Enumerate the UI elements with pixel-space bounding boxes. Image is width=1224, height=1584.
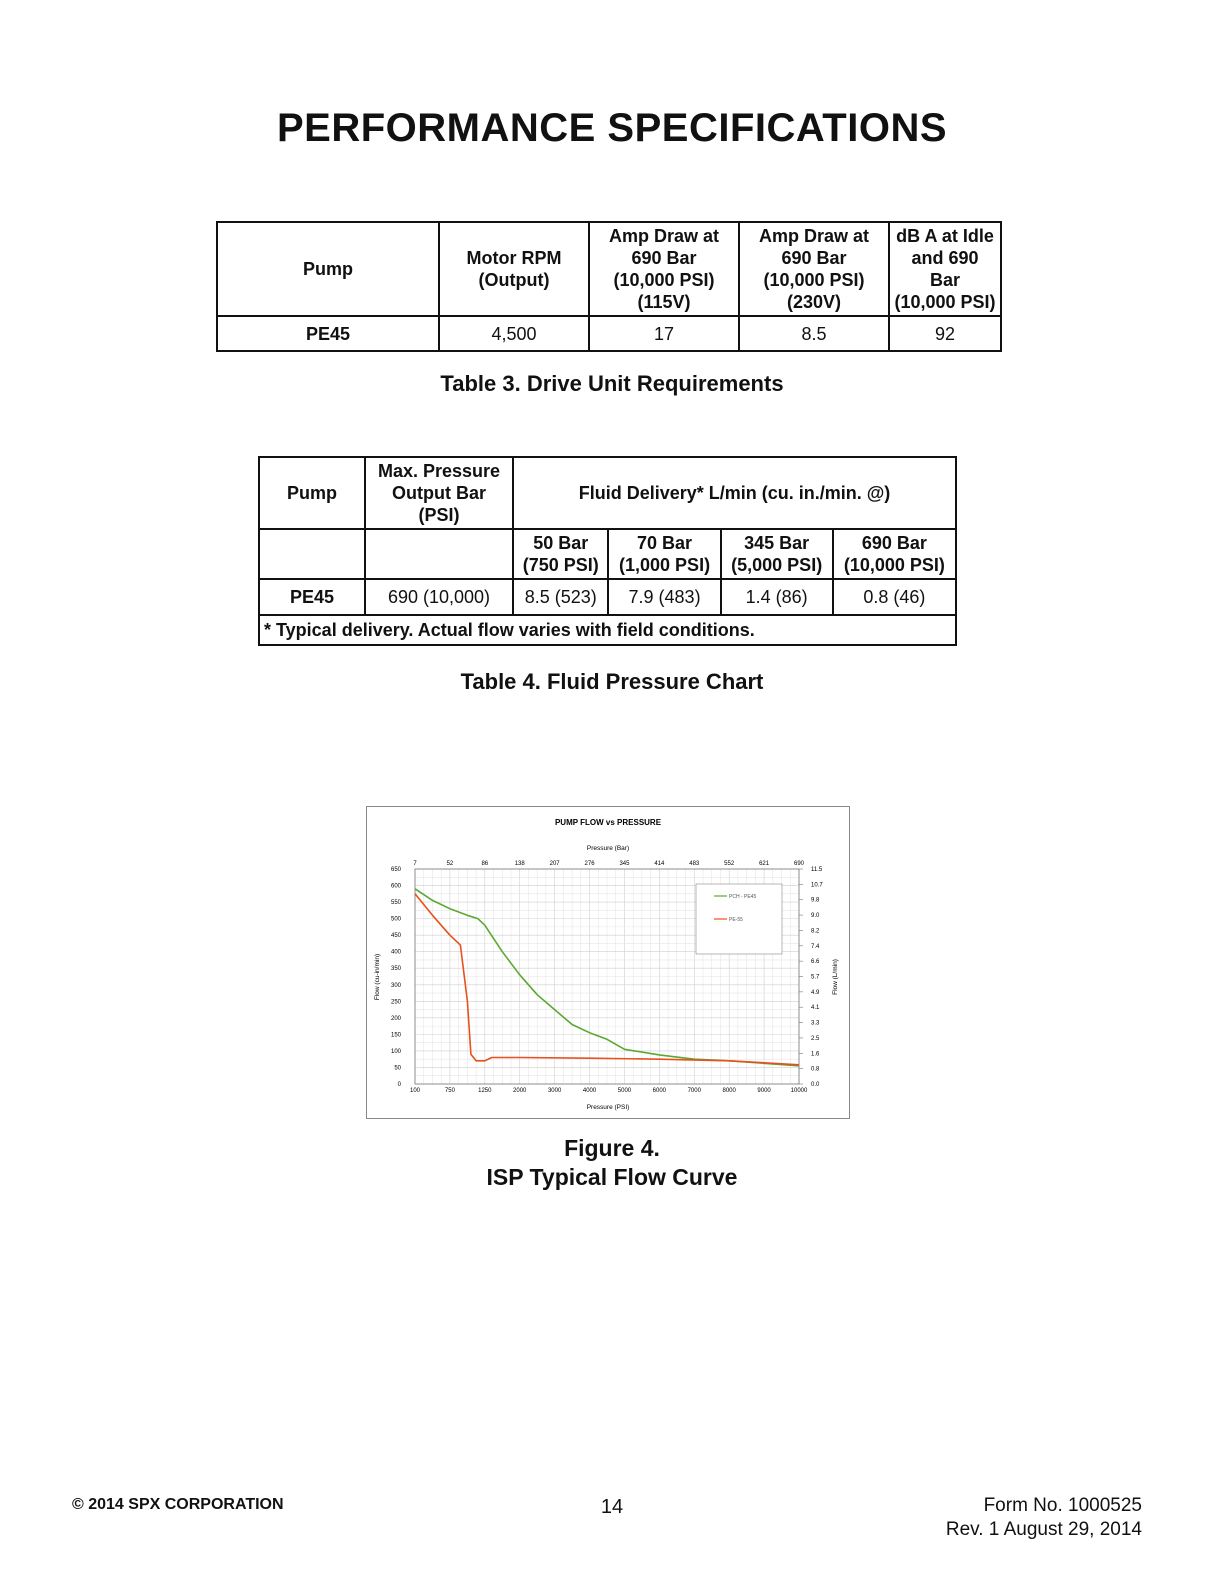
table-cell: 1.4 (86)	[721, 579, 833, 615]
y2-axis-label: Flow (L/min)	[832, 959, 839, 995]
x2-tick-label: 483	[689, 861, 700, 867]
header-cell: Pump	[217, 222, 439, 316]
x-tick-label: 4000	[582, 1088, 597, 1094]
y-tick-label: 250	[390, 999, 401, 1006]
legend-label: PE-55	[729, 917, 743, 923]
table-row	[217, 316, 1001, 351]
table-header-row	[217, 222, 1001, 316]
header-cell: dB A at Idle and 690 Bar (10,000 PSI)	[889, 222, 1001, 316]
y-tick-label: 0	[397, 1082, 401, 1088]
drive-unit-table	[216, 221, 1002, 352]
y-tick-label: 300	[390, 982, 401, 989]
form-number: Form No. 1000525	[983, 1495, 1142, 1516]
table-cell: 8.5	[739, 316, 889, 351]
y-tick-label: 400	[390, 949, 401, 956]
y-tick-label: 150	[390, 1032, 401, 1039]
y2-tick-label: 2.5	[811, 1035, 820, 1042]
x2-tick-label: 552	[724, 861, 735, 867]
x-axis-label: Pressure (PSI)	[586, 1104, 630, 1111]
y-tick-label: 600	[390, 883, 401, 890]
x2-tick-label: 207	[549, 861, 560, 867]
flow-chart	[367, 807, 849, 1118]
x2-tick-label: 345	[619, 861, 630, 867]
table-cell: 17	[589, 316, 739, 351]
revision-date: Rev. 1 August 29, 2014	[945, 1519, 1142, 1540]
x-tick-label: 3000	[547, 1088, 562, 1094]
legend-label: PCH - PE45	[729, 894, 757, 900]
figure-caption-title: ISP Typical Flow Curve	[486, 1164, 738, 1190]
form-info	[946, 1494, 1142, 1542]
chart-title: PUMP FLOW vs PRESSURE	[554, 818, 662, 827]
table-header-row	[259, 457, 956, 529]
x2-axis-label: Pressure (Bar)	[586, 845, 630, 852]
x-tick-label: 750	[444, 1088, 455, 1094]
y2-tick-label: 8.2	[811, 928, 820, 935]
table-row	[259, 579, 956, 615]
x-tick-label: 10000	[790, 1088, 808, 1094]
x2-tick-label: 52	[446, 861, 454, 867]
x2-tick-label: 690	[793, 861, 805, 867]
y-tick-label: 450	[390, 933, 401, 940]
table-cell: PE45	[217, 316, 439, 351]
header-cell: Pump	[259, 457, 365, 529]
page-title: PERFORMANCE SPECIFICATIONS	[276, 106, 948, 150]
y2-tick-label: 5.7	[811, 974, 820, 981]
table-cell: 690 (10,000)	[365, 579, 513, 615]
header-cell: Amp Draw at 690 Bar (10,000 PSI) (230V)	[739, 222, 889, 316]
x-tick-label: 7000	[687, 1088, 701, 1094]
y-tick-label: 350	[390, 966, 401, 973]
table-cell: 0.8 (46)	[833, 579, 956, 615]
table-cell: 7.9 (483)	[608, 579, 720, 615]
x-tick-label: 8000	[722, 1088, 736, 1094]
x-tick-label: 9000	[757, 1088, 771, 1094]
x-tick-label: 5000	[617, 1088, 632, 1094]
table-note: * Typical delivery. Actual flow varies with field conditions.	[259, 615, 956, 645]
x-tick-label: 100	[409, 1088, 421, 1094]
x-tick-label: 6000	[652, 1088, 667, 1094]
x-tick-label: 2000	[513, 1088, 527, 1094]
header-cell: Motor RPM (Output)	[439, 222, 589, 316]
y2-tick-label: 7.4	[811, 943, 820, 950]
table-cell: 92	[889, 316, 1001, 351]
table-cell	[259, 529, 365, 579]
header-cell: 50 Bar (750 PSI)	[513, 529, 608, 579]
y2-tick-label: 1.6	[811, 1051, 820, 1058]
table-note-row	[259, 615, 956, 645]
y2-tick-label: 0.0	[811, 1082, 820, 1088]
x2-tick-label: 414	[654, 861, 665, 867]
y2-tick-label: 9.8	[811, 897, 820, 904]
page-number: 14	[600, 1496, 624, 1518]
y2-tick-label: 3.3	[811, 1020, 820, 1027]
y-tick-label: 550	[390, 900, 401, 907]
flow-chart-figure	[366, 806, 850, 1119]
y-axis-label: Flow (cu-in/min)	[374, 953, 381, 1001]
header-cell: Amp Draw at 690 Bar (10,000 PSI) (115V)	[589, 222, 739, 316]
header-cell: 690 Bar (10,000 PSI)	[833, 529, 956, 579]
header-cell: Fluid Delivery* L/min (cu. in./min. @)	[513, 457, 956, 529]
y-tick-label: 650	[390, 867, 401, 873]
x2-tick-label: 276	[584, 861, 595, 867]
y2-tick-label: 11.5	[811, 867, 823, 873]
y-tick-label: 100	[390, 1048, 401, 1055]
table-cell: 8.5 (523)	[513, 579, 608, 615]
table-cell	[365, 529, 513, 579]
y2-tick-label: 4.9	[811, 989, 820, 996]
table-subheader-row	[259, 529, 956, 579]
y-tick-label: 500	[390, 916, 401, 923]
fluid-pressure-table	[258, 456, 957, 646]
y2-tick-label: 0.8	[811, 1066, 820, 1073]
x2-tick-label: 138	[514, 861, 525, 867]
copyright: © 2014 SPX CORPORATION	[72, 1496, 284, 1513]
header-cell: 345 Bar (5,000 PSI)	[721, 529, 833, 579]
x2-tick-label: 621	[759, 861, 770, 867]
x2-tick-label: 86	[481, 861, 489, 867]
table4-caption: Table 4. Fluid Pressure Chart	[460, 669, 764, 694]
header-cell: 70 Bar (1,000 PSI)	[608, 529, 720, 579]
y2-tick-label: 9.0	[811, 913, 820, 920]
y-tick-label: 50	[394, 1065, 401, 1072]
x2-tick-label: 7	[413, 861, 417, 867]
y2-tick-label: 6.6	[811, 959, 820, 966]
header-cell: Max. Pressure Output Bar (PSI)	[365, 457, 513, 529]
table3-caption: Table 3. Drive Unit Requirements	[440, 371, 784, 396]
y2-tick-label: 4.1	[811, 1005, 820, 1012]
figure-caption-number: Figure 4.	[564, 1135, 660, 1161]
y2-tick-label: 10.7	[811, 882, 823, 889]
table-cell: 4,500	[439, 316, 589, 351]
y-tick-label: 200	[390, 1015, 401, 1022]
x-tick-label: 1250	[478, 1088, 492, 1094]
table-cell: PE45	[259, 579, 365, 615]
